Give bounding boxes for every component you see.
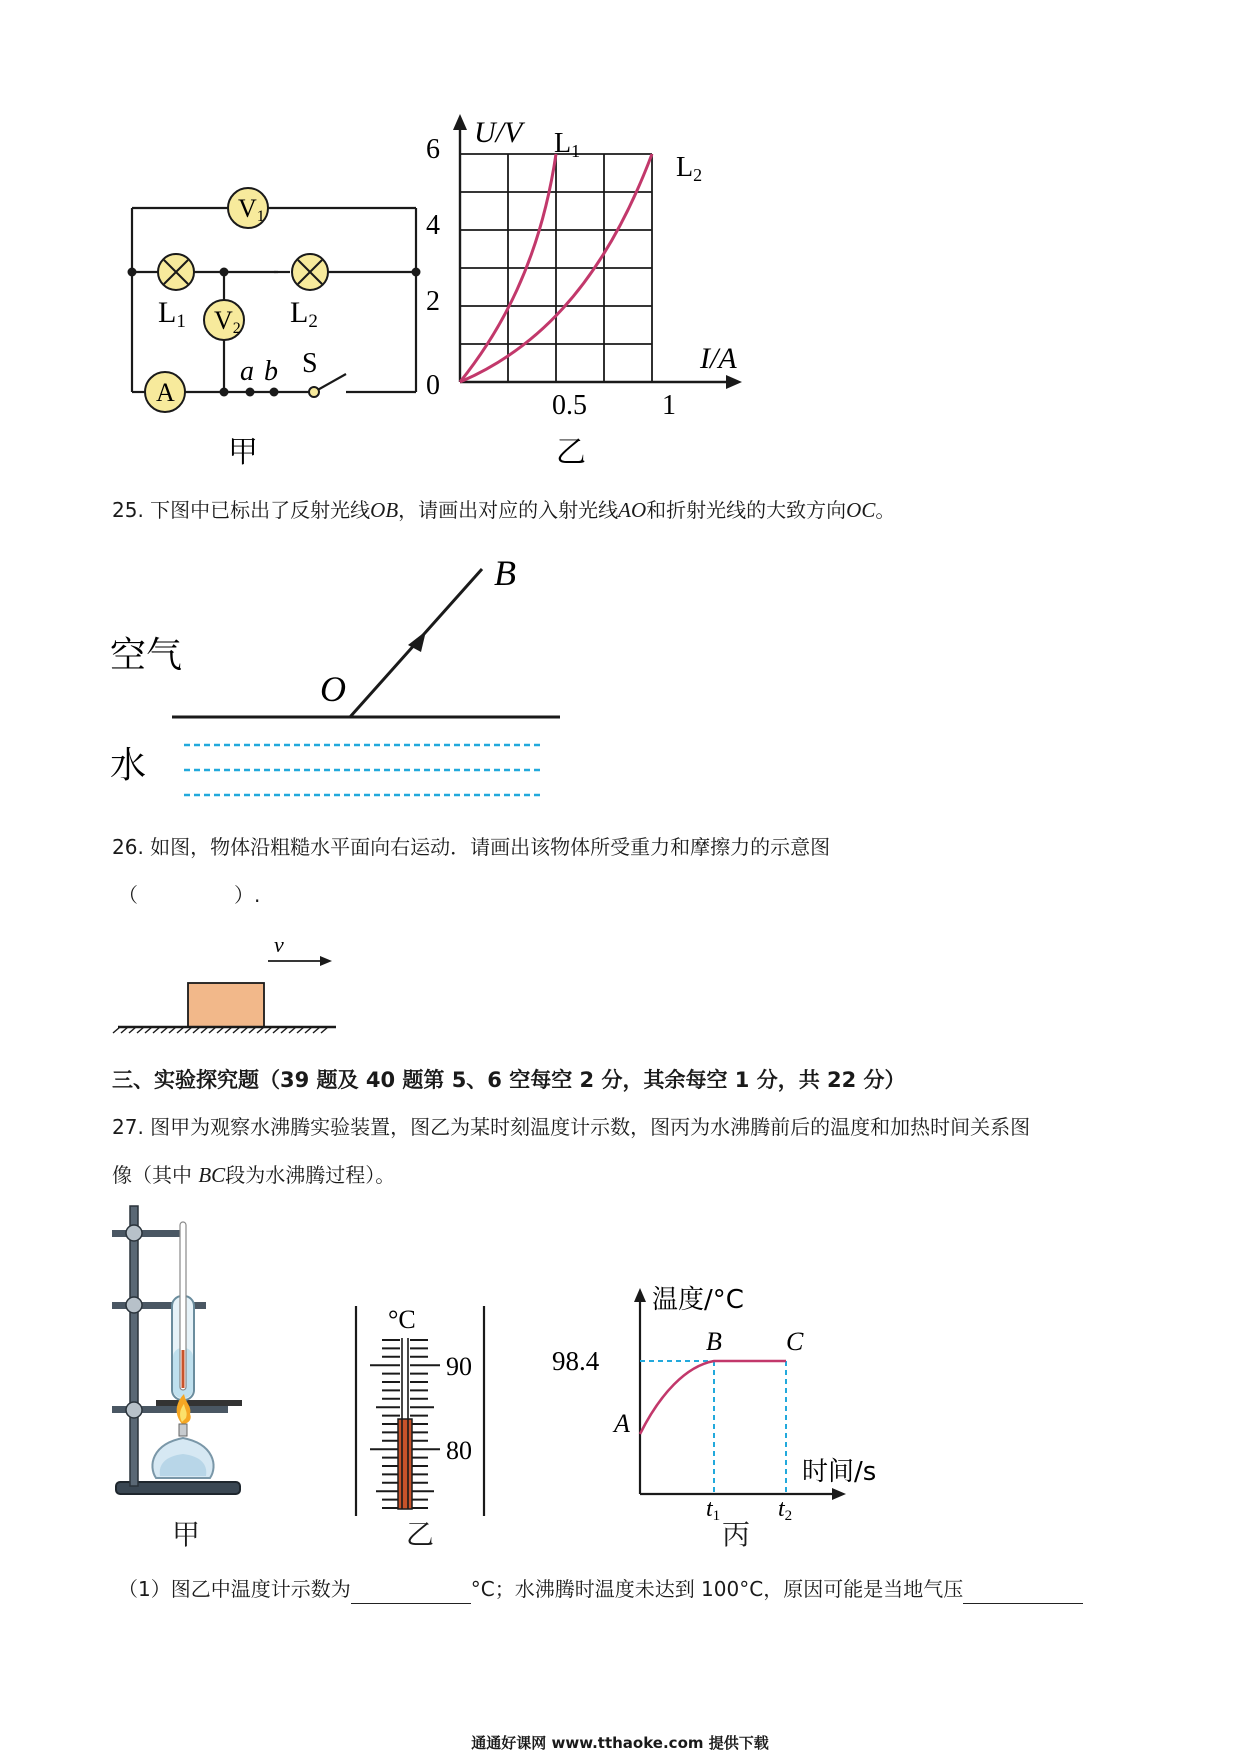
top-clamp-arm [112, 1230, 184, 1237]
curve-l2-label: L2 [676, 152, 703, 185]
origin-label: 0 [426, 370, 440, 401]
y-tick-6: 6 [426, 134, 440, 165]
ui-graph [426, 112, 760, 472]
y-tick-2: 2 [426, 286, 440, 317]
svg-text:V2: V2 [214, 306, 241, 337]
moving-block [188, 983, 264, 1027]
switch-label: S [302, 348, 318, 379]
y-axis-label: U/V [474, 116, 523, 149]
q25-number: 25. [112, 498, 144, 522]
label-air: 空气 [110, 635, 183, 676]
caption-jia: 甲 [172, 1518, 201, 1551]
boiling-apparatus [112, 1200, 252, 1540]
paren-open: （ [118, 883, 138, 907]
q25-ob: OB [370, 498, 399, 522]
thermo-label-90: 90 [446, 1352, 472, 1381]
caption-bing: 丙 [722, 1518, 751, 1551]
curve-l1-label: L1 [554, 128, 581, 161]
temperature-time-graph [552, 1284, 900, 1524]
friction-diagram [110, 932, 380, 1032]
question-26-answer-paren [118, 880, 260, 910]
voltmeter-v2 [204, 300, 244, 340]
question-26 [112, 832, 830, 862]
lamp-l2-label: L2 [290, 296, 318, 332]
question-25 [112, 495, 895, 525]
answer-blank-reading[interactable] [351, 1581, 471, 1604]
point-a-label: A [614, 1409, 630, 1438]
q25-text-1: 下图中已标出了反射光线 [150, 498, 371, 522]
q27-1-text-2: °C；水沸腾时温度未达到 100°C，原因可能是当地气压 [470, 1577, 964, 1601]
q26-number: 26. [112, 835, 144, 859]
clamp-knob [126, 1225, 142, 1241]
ui-graph-grid [460, 154, 652, 382]
q27-line-1-text: 图甲为观察水沸腾实验装置，图乙为某时刻温度计示数，图丙为水沸腾前后的温度和加热时间关系图 [150, 1115, 1031, 1139]
x-axis-arrow [832, 1488, 846, 1500]
lamp-l2 [292, 254, 328, 290]
q25-text-3: 和折射光线的大致方向 [646, 498, 847, 522]
question-27-line-1 [112, 1112, 1030, 1142]
switch-contact [309, 387, 319, 397]
thermometer-reading [346, 1300, 496, 1520]
t1-label: t1 [706, 1496, 721, 1524]
velocity-label: v [274, 932, 284, 957]
q27-1-text-1: 图乙中温度计示数为 [170, 1577, 351, 1601]
section-three-title: 三、实验探究题（39 题及 40 题第 5、6 空每空 2 分，其余每空 1 分，共 22 分） [112, 1068, 906, 1092]
graph-value-98-4: 98.4 [552, 1346, 600, 1376]
point-a-label: a [240, 356, 254, 387]
q25-text-4: 。 [875, 498, 896, 522]
clamp-knob [126, 1402, 142, 1418]
x-axis-arrow [726, 375, 742, 389]
q25-oc: OC [846, 498, 876, 522]
lamp-l1 [158, 254, 194, 290]
lamp-l1-label: L1 [158, 296, 186, 332]
y-axis-arrow [453, 114, 467, 130]
thermo-unit: °C [388, 1305, 416, 1334]
x-tick-0-5: 0.5 [552, 390, 587, 421]
label-o: O [320, 669, 346, 709]
circuit-diagram [118, 176, 438, 476]
thermo-label-80: 80 [446, 1436, 472, 1465]
x-axis-label: I/A [700, 342, 737, 375]
circuit-caption: 甲 [228, 435, 258, 470]
lamp-wick [179, 1424, 187, 1436]
thermo-liquid-column [398, 1419, 412, 1509]
refraction-diagram [110, 555, 580, 815]
q25-ao: AO [618, 498, 647, 522]
answer-blank-pressure[interactable] [963, 1581, 1083, 1604]
hatch-mark [113, 1027, 120, 1033]
x-tick-1: 1 [662, 390, 676, 421]
svg-text:A: A [156, 378, 175, 407]
caption-yi: 乙 [406, 1518, 435, 1551]
clamp-knob [126, 1297, 142, 1313]
point-b-label: B [706, 1327, 722, 1356]
wire-gauze [156, 1400, 242, 1406]
q26-text: 如图，物体沿粗糙水平面向右运动．请画出该物体所受重力和摩擦力的示意图 [150, 835, 831, 859]
question-27-line-2 [112, 1160, 395, 1190]
voltmeter-v1 [228, 188, 268, 228]
q27-1-number: （1） [118, 1577, 171, 1601]
velocity-arrow-head [320, 956, 332, 966]
ammeter [145, 372, 185, 412]
point-b-label: b [264, 356, 278, 387]
q27-line-2-post: 段为水沸腾过程）。 [225, 1163, 396, 1187]
thermometer-liquid [182, 1350, 185, 1388]
question-27-1 [118, 1574, 1083, 1604]
paren-close: ）. [234, 883, 261, 907]
point-c-label: C [786, 1327, 804, 1356]
graph-x-label: 时间/s [802, 1457, 877, 1487]
label-b: B [494, 553, 516, 593]
ui-graph-caption: 乙 [556, 435, 586, 470]
q27-bc: BC [198, 1163, 226, 1187]
graph-y-label: 温度/°C [652, 1285, 744, 1315]
stand-rod [130, 1206, 138, 1486]
page-footer: 通通好课网 www.tthaoke.com 提供下载 [471, 1734, 769, 1752]
q27-number: 27. [112, 1115, 144, 1139]
y-tick-4: 4 [426, 210, 440, 241]
y-axis-arrow [634, 1288, 646, 1302]
svg-text:V1: V1 [238, 194, 265, 225]
q27-line-2-pre: 像（其中 [112, 1163, 192, 1187]
t2-label: t2 [778, 1496, 793, 1524]
label-water: 水 [110, 745, 147, 786]
q25-text-2: ，请画出对应的入射光线 [398, 498, 619, 522]
